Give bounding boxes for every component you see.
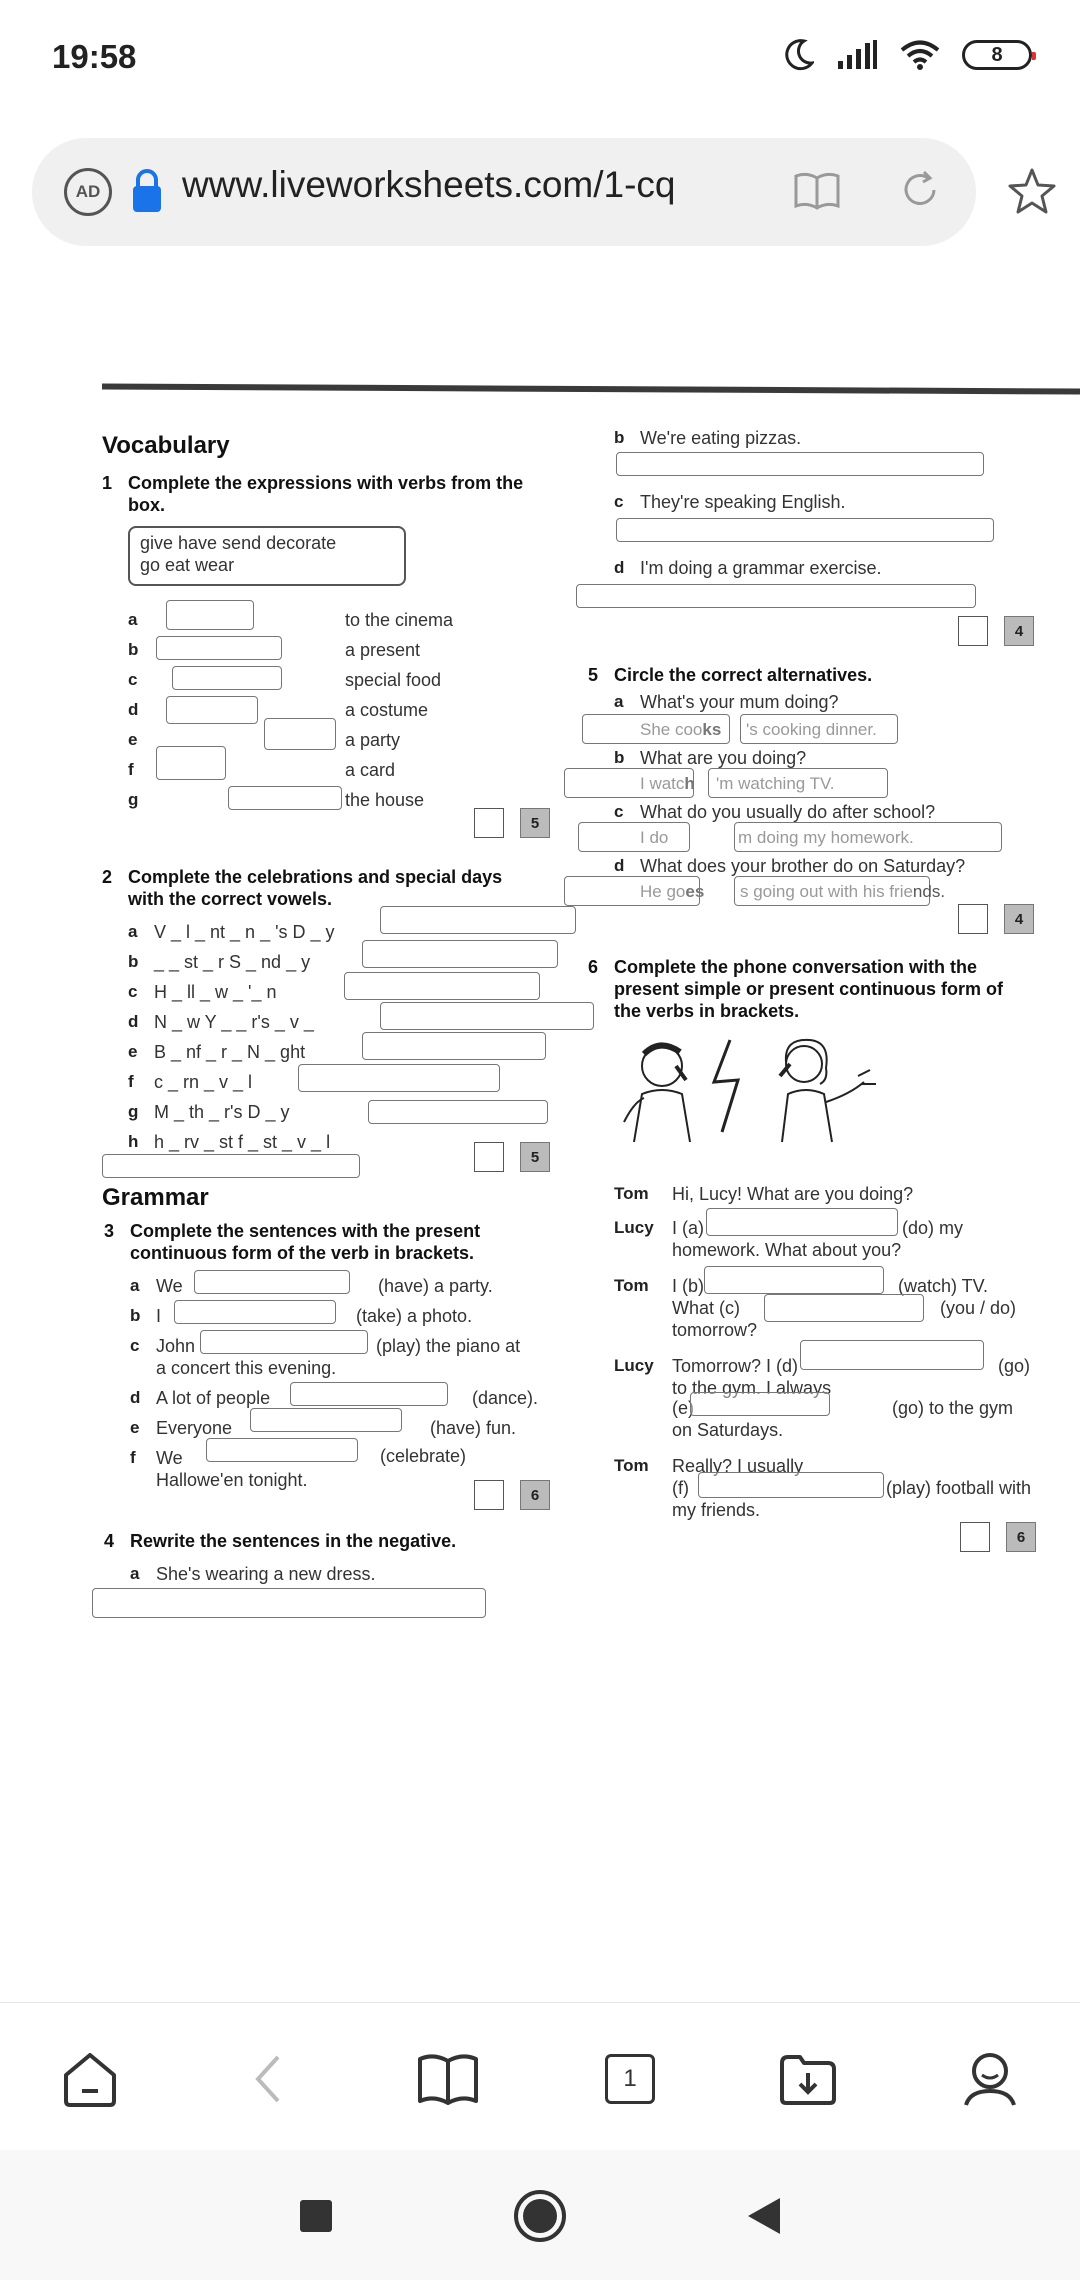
q2-b-letter: b xyxy=(128,952,139,971)
q1-f-text: a card xyxy=(345,760,396,780)
reading-list-button[interactable] xyxy=(416,2047,480,2111)
q5-d-option2-tail: nds. xyxy=(912,882,946,901)
q4-b-letter: b xyxy=(614,428,625,447)
q2-a-input[interactable] xyxy=(380,906,576,934)
url-text[interactable]: www.liveworksheets.com/1-cq xyxy=(182,164,676,205)
q2-score-box xyxy=(474,1142,504,1172)
q1-d-text: a costume xyxy=(345,700,429,720)
q6-b-input[interactable] xyxy=(704,1266,884,1294)
tabs-button[interactable] xyxy=(598,2047,662,2111)
q3-e-before: Everyone xyxy=(156,1418,233,1438)
q1-b-input[interactable] xyxy=(156,636,282,660)
q5-a-question: What's your mum doing? xyxy=(640,692,839,712)
q3-number: 3 xyxy=(104,1221,115,1241)
q6-lucy2-c: to the gym. I always xyxy=(672,1378,832,1398)
profile-button[interactable] xyxy=(958,2047,1022,2111)
q6-tom3-a: Really? I usually xyxy=(672,1456,804,1476)
recents-button[interactable] xyxy=(288,2188,344,2244)
q4-b-input[interactable] xyxy=(616,452,984,476)
q1-f-letter: f xyxy=(128,760,134,779)
q1-d-letter: d xyxy=(128,700,139,719)
q6-tom3-c: (play) football with xyxy=(886,1478,1032,1498)
q5-number: 5 xyxy=(588,665,599,685)
q3-f-letter: f xyxy=(130,1448,136,1467)
page-top-rule xyxy=(102,383,1080,394)
q1-b-text: a present xyxy=(345,640,421,660)
q3-f-input[interactable] xyxy=(206,1438,358,1462)
q1-g-text: the house xyxy=(345,790,425,810)
q3-d-before: A lot of people xyxy=(156,1388,271,1408)
q2-g-input[interactable] xyxy=(368,1100,548,1124)
q5-d-option1-end[interactable]: es xyxy=(685,882,705,901)
q1-e-letter: e xyxy=(128,730,138,749)
q4-c-input[interactable] xyxy=(616,518,994,542)
system-back-button[interactable] xyxy=(736,2188,792,2244)
q3-f-line2: Hallowe'en tonight. xyxy=(156,1470,308,1490)
q6-c-input[interactable] xyxy=(764,1294,924,1322)
q5-a-letter: a xyxy=(614,692,624,711)
tab-count: 1 xyxy=(605,2054,655,2104)
q1-c-letter: c xyxy=(128,670,138,689)
q4-score-total: 4 xyxy=(1004,616,1034,646)
q2-a-text: V _ l _ nt _ n _ 's D _ y xyxy=(154,922,335,942)
q3-e-letter: e xyxy=(130,1418,140,1437)
q6-lucy2-f: on Saturdays. xyxy=(672,1420,784,1440)
q4-score-box xyxy=(958,616,988,646)
q5-c-question: What do you usually do after school? xyxy=(640,802,936,822)
q6-tom3-b: (f) xyxy=(672,1478,689,1498)
q3-d-input[interactable] xyxy=(290,1382,448,1406)
q1-number: 1 xyxy=(102,473,113,493)
wifi-icon xyxy=(900,39,940,71)
q2-d-letter: d xyxy=(128,1012,139,1031)
q5-score-total: 4 xyxy=(1004,904,1034,934)
q2-b-input[interactable] xyxy=(362,940,558,968)
q2-f-input[interactable] xyxy=(298,1064,500,1092)
q5-score-box xyxy=(958,904,988,934)
q1-a-letter: a xyxy=(128,610,138,629)
q5-c-letter: c xyxy=(614,802,624,821)
q6-score-box xyxy=(960,1522,990,1552)
q6-tom2-c: What (c) xyxy=(672,1298,741,1318)
q1-g-input[interactable] xyxy=(228,786,342,810)
q4-a-letter: a xyxy=(130,1564,140,1583)
reader-icon[interactable] xyxy=(792,170,842,212)
q1-c-text: special food xyxy=(345,670,442,690)
q1-score-total: 5 xyxy=(520,808,550,838)
q1-f-input[interactable] xyxy=(156,746,226,780)
q6-a-input[interactable] xyxy=(706,1208,898,1236)
q3-b-before: I xyxy=(156,1306,162,1326)
q6-score-total: 6 xyxy=(1006,1522,1036,1552)
q3-c-before: John xyxy=(156,1336,196,1356)
q6-f-input[interactable] xyxy=(698,1472,884,1498)
q6-lucy2-b: (go) xyxy=(998,1356,1031,1376)
q6-tom2-a: I (b) xyxy=(672,1276,705,1296)
q6-tom2-speaker: Tom xyxy=(614,1276,649,1295)
q4-instruction: Rewrite the sentences in the negative. xyxy=(130,1531,457,1551)
home-icon xyxy=(60,2049,120,2109)
phone-call-illustration xyxy=(614,1032,900,1146)
q2-score-total: 5 xyxy=(520,1142,550,1172)
q6-tom1-speaker: Tom xyxy=(614,1184,649,1203)
q5-d-option1[interactable]: He go xyxy=(640,882,686,901)
q2-d-input[interactable] xyxy=(380,1002,594,1030)
q6-tom2-d: (you / do) xyxy=(940,1298,1017,1318)
q2-e-input[interactable] xyxy=(362,1032,546,1060)
q1-g-letter: g xyxy=(128,790,139,809)
q4-number: 4 xyxy=(104,1531,115,1551)
status-time: 19:58 xyxy=(52,38,137,75)
q6-lucy2-d: (e) xyxy=(672,1398,694,1418)
q3-e-input[interactable] xyxy=(250,1408,402,1432)
q2-e-letter: e xyxy=(128,1042,138,1061)
bookmark-star-icon[interactable] xyxy=(1004,164,1060,220)
q1-word-box-line2: go eat wear xyxy=(140,555,235,575)
q1-instruction: Complete the expressions with verbs from the box. xyxy=(128,473,524,515)
q3-b-letter: b xyxy=(130,1306,141,1325)
q5-c-option1[interactable]: I do xyxy=(640,828,669,847)
q2-f-text: c _ rn _ v _ l xyxy=(154,1072,253,1092)
back-icon xyxy=(248,2049,288,2109)
q6-lucy2-e: (go) to the gym xyxy=(892,1398,1014,1418)
q3-d-after: (dance). xyxy=(472,1388,539,1408)
q2-number: 2 xyxy=(102,867,113,887)
q6-d-input[interactable] xyxy=(800,1340,984,1370)
q4-c-letter: c xyxy=(614,492,624,511)
q4-d-text: I'm doing a grammar exercise. xyxy=(640,558,882,578)
q2-d-text: N _ w Y _ _ r's _ v _ xyxy=(154,1012,314,1032)
q3-e-after: (have) fun. xyxy=(430,1418,517,1438)
q1-word-box-line1: give have send decorate xyxy=(140,533,337,553)
q6-lucy1-speaker: Lucy xyxy=(614,1218,654,1237)
q6-lucy1-a: I (a) xyxy=(672,1218,705,1238)
q2-h-letter: h xyxy=(128,1132,139,1151)
q2-a-letter: a xyxy=(128,922,138,941)
q1-a-input[interactable] xyxy=(166,600,254,630)
q5-b-option1[interactable]: I watc xyxy=(640,774,685,793)
q2-g-text: M _ th _ r's D _ y xyxy=(154,1102,290,1122)
q3-a-after: (have) a party. xyxy=(378,1276,493,1296)
q2-f-letter: f xyxy=(128,1072,134,1091)
q5-d-letter: d xyxy=(614,856,625,875)
q3-c-after: (play) the piano at xyxy=(376,1336,521,1356)
q6-lucy2-speaker: Lucy xyxy=(614,1356,654,1375)
q3-c-input[interactable] xyxy=(200,1330,368,1354)
q6-instruction: Complete the phone conversation with the present simple or present continuous form of the verbs in brackets. xyxy=(614,957,1004,1021)
grammar-heading: Grammar xyxy=(102,1184,209,1211)
q1-word-box xyxy=(128,526,406,586)
q4-b-text: We're eating pizzas. xyxy=(640,428,802,448)
q6-lucy2-a: Tomorrow? I (d) xyxy=(672,1356,799,1376)
home-button[interactable] xyxy=(58,2047,122,2111)
recents-icon xyxy=(298,2198,334,2234)
battery-indicator: 8 xyxy=(962,40,1032,70)
triangle-back-icon xyxy=(746,2196,782,2236)
book-icon xyxy=(416,2051,480,2107)
moon-icon xyxy=(784,38,814,72)
profile-icon xyxy=(960,2049,1020,2109)
q6-tom3-d: my friends. xyxy=(672,1500,761,1520)
q3-b-input[interactable] xyxy=(174,1300,336,1324)
downloads-button[interactable] xyxy=(776,2047,840,2111)
q2-c-text: H _ ll _ w _ '_ n xyxy=(154,982,277,1002)
worksheet-page xyxy=(0,260,1080,2000)
system-navigation xyxy=(0,2150,1080,2280)
q4-a-input[interactable] xyxy=(92,1588,486,1618)
status-bar xyxy=(0,0,1080,118)
q5-c-option1-input[interactable] xyxy=(578,822,690,852)
q5-instruction: Circle the correct alternatives. xyxy=(614,665,873,685)
q3-instruction: Complete the sentences with the present continuous form of the verb in brackets. xyxy=(130,1221,481,1263)
q1-c-input[interactable] xyxy=(172,666,282,690)
q5-b-option2[interactable]: 'm watching TV. xyxy=(716,774,835,793)
system-home-button[interactable] xyxy=(512,2188,568,2244)
q2-c-letter: c xyxy=(128,982,138,1001)
circle-home-icon xyxy=(512,2188,568,2244)
q1-e-text: a party xyxy=(345,730,401,750)
lock-icon[interactable] xyxy=(130,166,164,214)
q4-a-text: She's wearing a new dress. xyxy=(156,1564,376,1584)
q1-a-text: to the cinema xyxy=(345,610,454,630)
q2-e-text: B _ nf _ r _ N _ ght xyxy=(154,1042,306,1062)
download-icon xyxy=(778,2051,838,2107)
q3-c-line2: a concert this evening. xyxy=(156,1358,337,1378)
q6-tom1-line: Hi, Lucy! What are you doing? xyxy=(672,1184,914,1204)
q2-h-text: h _ rv _ st f _ st _ v _ l xyxy=(154,1132,331,1152)
q6-tom2-e: tomorrow? xyxy=(672,1320,758,1340)
back-button[interactable] xyxy=(236,2047,300,2111)
q6-lucy1-c: homework. What about you? xyxy=(672,1240,902,1260)
q3-a-letter: a xyxy=(130,1276,140,1295)
q1-b-letter: b xyxy=(128,640,139,659)
q3-c-letter: c xyxy=(130,1336,140,1355)
q2-g-letter: g xyxy=(128,1102,139,1121)
q6-tom3-speaker: Tom xyxy=(614,1456,649,1475)
q2-instruction: Complete the celebrations and special days with the correct vowels. xyxy=(128,867,503,909)
q6-tom2-b: (watch) TV. xyxy=(898,1276,989,1296)
signal-icon xyxy=(836,39,878,71)
q5-a-option1-end[interactable]: ks xyxy=(702,720,722,739)
q3-b-after: (take) a photo. xyxy=(356,1306,473,1326)
reload-icon[interactable] xyxy=(898,168,942,212)
q2-c-input[interactable] xyxy=(344,972,540,1000)
q5-c-option2[interactable]: m doing my homework. xyxy=(738,828,914,847)
q3-f-before: We xyxy=(156,1448,183,1468)
q3-d-letter: d xyxy=(130,1388,141,1407)
q3-score-total: 6 xyxy=(520,1480,550,1510)
q5-d-option2[interactable]: s going out with his frie xyxy=(740,882,913,901)
q6-e-input[interactable] xyxy=(690,1392,830,1416)
q3-score-box xyxy=(474,1480,504,1510)
q6-number: 6 xyxy=(588,957,599,977)
q2-b-text: _ _ st _ r S _ nd _ y xyxy=(154,952,311,972)
q1-d-input[interactable] xyxy=(166,696,258,724)
adblock-icon[interactable]: AD xyxy=(64,168,112,216)
q3-a-before: We xyxy=(156,1276,183,1296)
q1-e-input[interactable] xyxy=(264,718,336,750)
q5-a-option1[interactable]: She coo xyxy=(640,720,703,739)
q5-d-question: What does your brother do on Saturday? xyxy=(640,856,966,876)
q5-b-option1-end[interactable]: h xyxy=(684,774,695,793)
status-icons xyxy=(784,38,1032,72)
q3-a-input[interactable] xyxy=(194,1270,350,1294)
q5-b-letter: b xyxy=(614,748,625,767)
vocabulary-heading: Vocabulary xyxy=(102,432,230,459)
q3-f-after: (celebrate) xyxy=(380,1446,467,1466)
q4-d-input[interactable] xyxy=(576,584,976,608)
browser-toolbar xyxy=(0,2002,1080,2150)
q2-h-input[interactable] xyxy=(102,1154,360,1178)
q4-d-letter: d xyxy=(614,558,625,577)
q6-lucy1-b: (do) my xyxy=(902,1218,964,1238)
q4-c-text: They're speaking English. xyxy=(640,492,846,512)
address-bar[interactable] xyxy=(32,138,976,246)
q1-score-box xyxy=(474,808,504,838)
q5-a-option2[interactable]: 's cooking dinner. xyxy=(746,720,877,739)
q5-b-question: What are you doing? xyxy=(640,748,807,768)
